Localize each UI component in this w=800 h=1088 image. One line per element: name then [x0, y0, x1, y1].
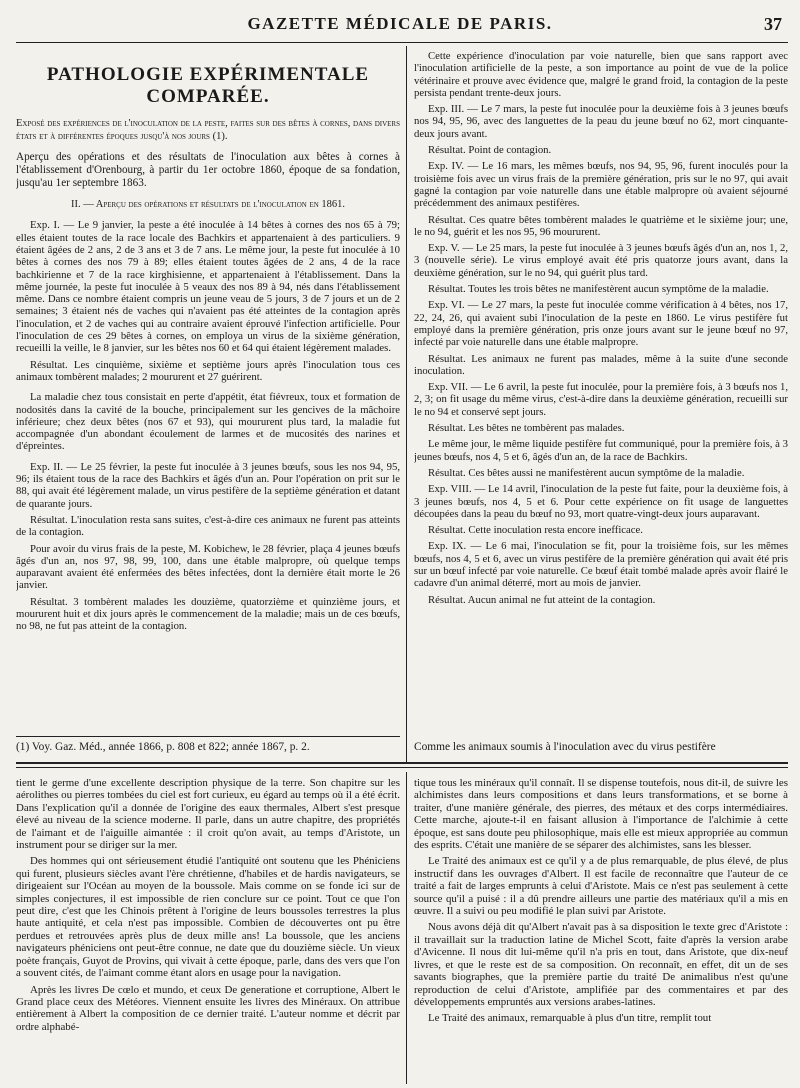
feuilleton-rule-bottom — [16, 767, 788, 768]
feuilleton-right-column — [414, 777, 788, 1087]
column-divider — [406, 46, 407, 764]
paragraph: Exp. IV. — Le 16 mars, les mêmes bœufs, nos 94, 95, 96, furent inoculés pour la troisième fois avec un virus frais de la première génération, pris sur le no 97, qui avait gagné la contagion par voie naturelle dans une étable malpropre où avaient séjourné précédemment des animaux pestifères. — [414, 160, 788, 210]
right-column — [414, 50, 788, 740]
footnote-rule — [16, 736, 400, 737]
paragraph: Le Traité des animaux, remarquable à plus d'un titre, remplit tout — [428, 1012, 712, 1025]
paragraph: Exp. IX. — Le 6 mai, l'inoculation se fit, pour la troisième fois, sur les mêmes bœufs, nos 4, 5 et 6, avec un virus pestifère de la première génération qui avait été pris sur un bœuf infecté par voie naturelle. Ce bœuf était tombé malade après avoir flairé le cadavre d'un animal déterré, mort au mois de janvier. — [414, 540, 788, 590]
left-column — [16, 50, 400, 740]
paragraph: Des hommes qui ont sérieusement étudié l'antiquité ont soutenu que les Phéniciens qui furent, plusieurs siècles avant l'ère chrétienne, d'habiles et de hardis navigateurs, se dirigeaient sur l'Océan au moyen de la boussole. Mais comme on se fonde ici sur de simples conjectures, il est impossible de rien conclure sur ce point. Tout ce que l'on peut dire, c'est que les Chinois prêtent à l'origine de leurs boussoles terrestres la plus haute antiquité, et cela n'est pas impossible. Combien de découvertes ont pu être perdues et retrouvées après plus de deux mille ans! La boussole, que les anciens navigateurs phéniciens ont peut-être connue, ne date que du douzième siècle. Un vieux poète français, Guyot de Provins, qui vivait à cette époque, parle, dans des vers que l'on a souvent cités, de l'aimant comme étant alors en usage pour la navigation. — [16, 855, 400, 980]
feuilleton-rule-top — [16, 762, 788, 764]
paragraph: Résultat. Les bêtes ne tombèrent pas malades. — [428, 422, 625, 435]
paragraph: Résultat. Point de contagion. — [428, 144, 552, 157]
article-lead: Exposé des expériences de l'inoculation de la peste, faites sur des bêtes à cornes, dans divers états et à différentes époques jusqu'à nos jours (1). — [16, 118, 400, 142]
paragraph: Résultat. Ces bêtes aussi ne manifestèrent aucun symptôme de la maladie. — [428, 466, 745, 479]
article-subhead: Aperçu des opérations et des résultats de l'inoculation aux bêtes à cornes à l'établissement d'Orenbourg, à partir du 1er octobre 1860, époque de sa fondation, jusqu'au 1er septembre 1863. — [16, 151, 400, 190]
paragraph: Résultat. 3 tombèrent malades les douzième, quatorzième et quinzième jours, et moururent huit et dix jours après le commencement de la maladie; mais un de ces bœufs, no 98, ne fut pas atteint de la contagion. — [16, 595, 400, 633]
paragraph: Résultat. Ces quatre bêtes tombèrent malades le quatrième et le sixième jour; une, le no 94, guérit et les nos 95, 96 moururent. — [414, 213, 788, 238]
paragraph: Exp. VII. — Le 6 avril, la peste fut inoculée, pour la première fois, à 3 bœufs nos 1, 2, 3; on fit usage du même virus, c'est-à-dire dans la deuxième génération, recueilli sur le no 94 et conservé sept jours. — [414, 381, 788, 418]
paragraph: Exp. V. — Le 25 mars, la peste fut inoculée à 3 jeunes bœufs âgés d'un an, nos 1, 2, 3 (nouvelle série). Le virus employé avait été pris quatorze jours avant, dans la deuxième génération, sur le no 94, qui guérit plus tard. — [414, 242, 788, 279]
paragraph: Résultat. Cette inoculation resta encore inefficace. — [428, 524, 643, 537]
footnote: (1) Voy. Gaz. Méd., année 1866, p. 808 et 822; année 1867, p. 2. — [16, 741, 310, 753]
paragraph: Pour avoir du virus frais de la peste, M. Kobichew, le 28 février, plaça 4 jeunes bœufs âgés d'un an, nos 97, 98, 99, 100, dans une étable malpropre, où quelque temps auparavant avaient été enfermées des bêtes infectées, dont la dernière était morte le 26 janvier. — [16, 542, 400, 592]
paragraph: Exp. III. — Le 7 mars, la peste fut inoculée pour la deuxième fois à 3 jeunes bœufs nos 94, 95, 96, avec des languettes de la peau du jeune bœuf no 62, mort cinquante-deux jours avant. — [414, 103, 788, 140]
subsection-heading: II. — Aperçu des opérations et résultats de l'inoculation en 1861. — [70, 198, 346, 210]
page-number: 37 — [764, 14, 782, 34]
paragraph: Résultat. Toutes les trois bêtes ne manifestèrent aucun symptôme de la maladie. — [428, 283, 769, 296]
paragraph: Exp. VI. — Le 27 mars, la peste fut inoculée comme vérification à 4 bêtes, nos 17, 22, 24, 26, qui avaient subi l'inoculation de la peste en 1860. Le virus pestifère fut employé dans la première génération, pris onze jours avant sur le jeune bœuf no 97, infecté par voie naturelle dans une étable malpropre. — [414, 299, 788, 349]
paragraph: Résultat. Les animaux ne furent pas malades, même à la suite d'une seconde inoculation. — [414, 352, 788, 377]
paragraph: Cette expérience d'inoculation par voie naturelle, bien que sans rapport avec l'inoculation artificielle de la peste, a son importance au point de vue de la police vétérinaire et prouve avec évidence que, malgré le grand froid, la contagion de la peste persista pendant trente-deux jours. — [414, 50, 788, 99]
continuation-line: Comme les animaux soumis à l'inoculation avec du virus pestifère — [414, 741, 716, 753]
paragraph: tient le germe d'une excellente description physique de la terre. Son chapitre sur les aérolithes ou pierres tombées du ciel est fort curieux, eu égard au temps où il a été écrit. Dans l'explication qu'il a donnée de l'origine des eaux thermales, Albert s'est presque élevé au niveau de la science moderne. Il parle, dans un autre chapitre, des propriétés de l'aimant et de l'aiguille aimantée : il croit qu'on avait, au temps d'Aristote, un instrument pour se diriger sur la mer. — [16, 777, 400, 852]
paragraph: Résultat. Les cinquième, sixième et septième jours après l'inoculation tous ces animaux tombèrent malades; 2 moururent et 27 guérirent. — [16, 358, 400, 383]
feuilleton-divider — [406, 772, 407, 1084]
paragraph: Le même jour, le même liquide pestifère fut communiqué, pour la première fois, à 3 jeunes bœufs, nos 4, 5 et 6, âgés d'un an, de la race de Bachkirs. — [414, 438, 788, 463]
header-rule — [16, 42, 788, 43]
paragraph: Exp. I. — Le 9 janvier, la peste a été inoculée à 14 bêtes à cornes des nos 65 à 79; elles étaient toutes de la race locale des Bachkirs et appartenaient à des particuliers. 9 étaient âgées de 2 ans, 2 de 3 ans et 3 de 7 ans. Le même jour, la peste fut inoculée à 10 bêtes à cornes des nos 79 à 89; elles étaient toutes âgées de 2 ans, 4 de la race bachkirienne et 7 de la race kirghisienne, et appartenaient à l'établissement. Dans la même journée, la peste fut inoculée à 5 veaux des nos 89 à 94, nés dans l'établissement même. Dans ce nombre étaient compris un jeune veau de 5 jours, 3 de 7 jours et un de 2 semaines; 3 étaient nés de vaches qui n'avaient pas été atteintes de la contagion après l'inoculation, et 2 de vaches qui au contraire avaient éprouvé l'infection artificielle. Pour l'inoculation de ces 29 bêtes à cornes, on employa un virus de la sixième génération, recueilli la veille, le 8 janvier, sur les bêtes nos 60 et 64 qui étaient légèrement malades. — [16, 219, 400, 355]
paragraph: Le Traité des animaux est ce qu'il y a de plus remarquable, de plus élevé, de plus instructif dans les ouvrages d'Albert. Il est facile de reconnaître que l'auteur de ce traité a fait de larges emprunts à celui d'Aristote. Mais ce n'est pas seulement à cette source qu'il a puisé : il a dû prendre ailleurs une partie des matériaux qu'il a mis en œuvre. Il a suivi ou peu modifié le plan suivi par Aristote. — [414, 855, 788, 918]
paragraph: Après les livres De cœlo et mundo, et ceux De generatione et corruptione, Albert le Grand place ceux des Météores. Viennent ensuite les livres des Minéraux. On attribue entièrement à Albert la composition de ce dernier traité. L'auteur nomme et décrit par ordre alphabé- — [16, 983, 400, 1033]
running-head — [0, 10, 800, 40]
paragraph: La maladie chez tous consistait en perte d'appétit, état fiévreux, toux et formation de nodosités dans la cavité de la bouche, principalement sur les gencives de la mâchoire inférieure; chez deux bêtes (nos 67 et 93), qui moururent plus tard, la maladie fut accompagnée d'un abondant écoulement de larmes et de mucosités des narines et d'épreintes. — [16, 391, 400, 453]
paragraph: Résultat. L'inoculation resta sans suites, c'est-à-dire ces animaux ne furent pas atteints de la contagion. — [16, 513, 400, 539]
paragraph: Nous avons déjà dit qu'Albert n'avait pas à sa disposition le texte grec d'Aristote : il travaillait sur la traduction latine de Michel Scott, faite d'après la version arabe d'Avicenne. Il nous dit lui-même qu'il n'a pris en tout, dans Aristote, que dix-neuf livres, et que le reste est de sa composition. On reconnaît, en effet, dit un de ses savants biographes, que la première partie du traité De animalibus n'est qu'une reproduction de celui d'Aristote, amplifiée par des commentaires et par des développements empruntés aux versions arabes-latines. — [414, 921, 788, 1008]
feuilleton-left-column — [16, 777, 400, 1087]
paragraph: Résultat. Aucun animal ne fut atteint de la contagion. — [428, 593, 656, 606]
running-title: GAZETTE MÉDICALE DE PARIS. — [247, 14, 553, 33]
section-title: PATHOLOGIE EXPÉRIMENTALE COMPARÉE. — [46, 64, 370, 107]
paragraph: tique tous les minéraux qu'il connaît. Il se dispense toutefois, nous dit-il, de suivre les alchimistes dans leurs compositions et dans leurs transformations, et se borne à traiter, d'une manière générale, des pierres, des métaux et des corps intermédiaires. Cette marche, ajoute-t-il en faisant allusion à l'importance de l'alchimie à cette époque, est sans doute peu philosophique, mais elle est mieux appropriée au commun des esprits. C'était une manière de se séparer des alchimistes, sans les blesser. — [414, 777, 788, 852]
paragraph: Exp. VIII. — Le 14 avril, l'inoculation de la peste fut faite, pour la deuxième fois, à 3 jeunes bœufs, nos 4, 5 et 6. Pour cette expérience on fit usage de languettes découpées dans la peau du bœuf no 93, mort quatre-vingt-deux jours auparavant. — [414, 483, 788, 520]
paragraph: Exp. II. — Le 25 février, la peste fut inoculée à 3 jeunes bœufs, sous les nos 94, 95, 96; ils étaient tous de la race des Bachkirs et âgés d'un an. Pour l'opération on prit sur le 88, qui avait été légèrement malade, un virus pestifère de la septième génération et datant de quarante jours. — [16, 460, 400, 510]
